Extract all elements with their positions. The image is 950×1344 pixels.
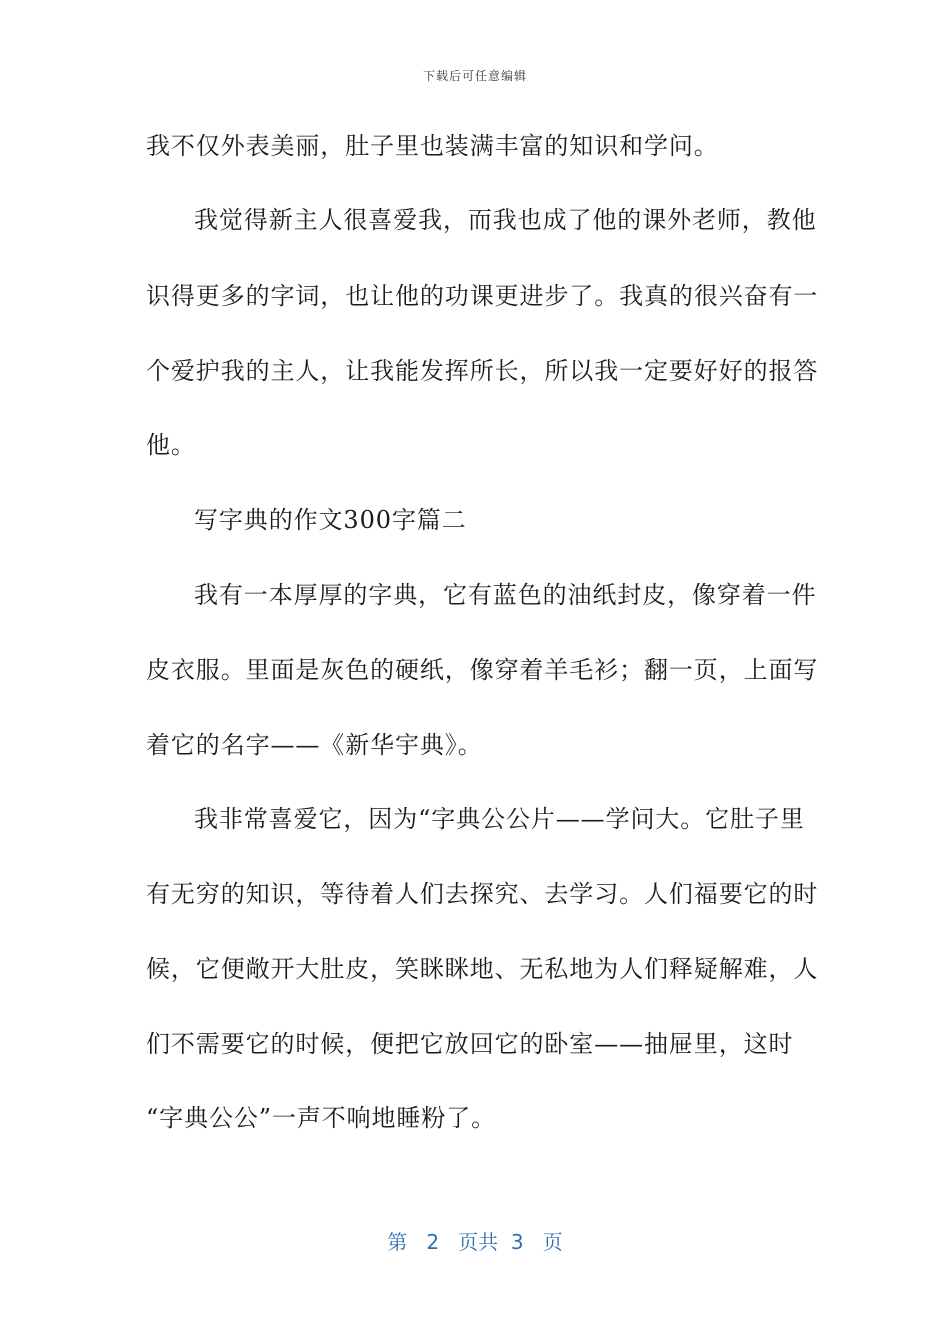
total-pages-number: 3: [510, 1230, 524, 1254]
paragraph-line: 个爱护我的主人，让我能发挥所长，所以我一定要好好的报答: [146, 357, 819, 385]
paragraph-line: 我有一本厚厚的字典，它有蓝色的油纸封皮，像穿着一件: [194, 581, 817, 609]
paragraph-line: 识得更多的字词，也让他的功课更进步了。我真的很兴奋有一: [146, 282, 819, 310]
page-footer: [0, 1226, 950, 1255]
page-header-note: 下载后可任意编辑: [422, 69, 527, 83]
paragraph-line: 我非常喜爱它，因为“字典公公片——学问大。它肚子里: [194, 805, 805, 833]
paragraph-line: 候，它便敞开大肚皮，笑眯眯地、无私地为人们释疑解难，人: [146, 955, 819, 983]
paragraph-line: 皮衣服。里面是灰色的硬纸，像穿着羊毛衫；翻一页，上面写: [146, 656, 819, 684]
paragraph-line: 他。: [146, 431, 196, 459]
paragraph-line: 们不需要它的时候，便把它放回它的卧室——抽屉里，这时: [146, 1030, 794, 1058]
current-page-number: 2: [426, 1230, 440, 1254]
section-heading: 写字典的作文300字篇二: [194, 506, 467, 534]
paragraph-line: “字典公公”一声不响地睡粉了。: [146, 1104, 497, 1132]
paragraph-line: 着它的名字——《新华宇典》。: [146, 731, 483, 759]
footer-middle: 页共: [458, 1230, 499, 1254]
footer-suffix: 页: [542, 1230, 563, 1254]
paragraph-line: 我觉得新主人很喜爱我，而我也成了他的课外老师，教他: [194, 206, 817, 234]
paragraph-line: 我不仅外表美丽，肚子里也装满丰富的知识和学问。: [146, 132, 719, 160]
footer-prefix: 第: [387, 1230, 408, 1254]
paragraph-line: 有无穷的知识，等待着人们去探究、去学习。人们福要它的时: [146, 880, 819, 908]
